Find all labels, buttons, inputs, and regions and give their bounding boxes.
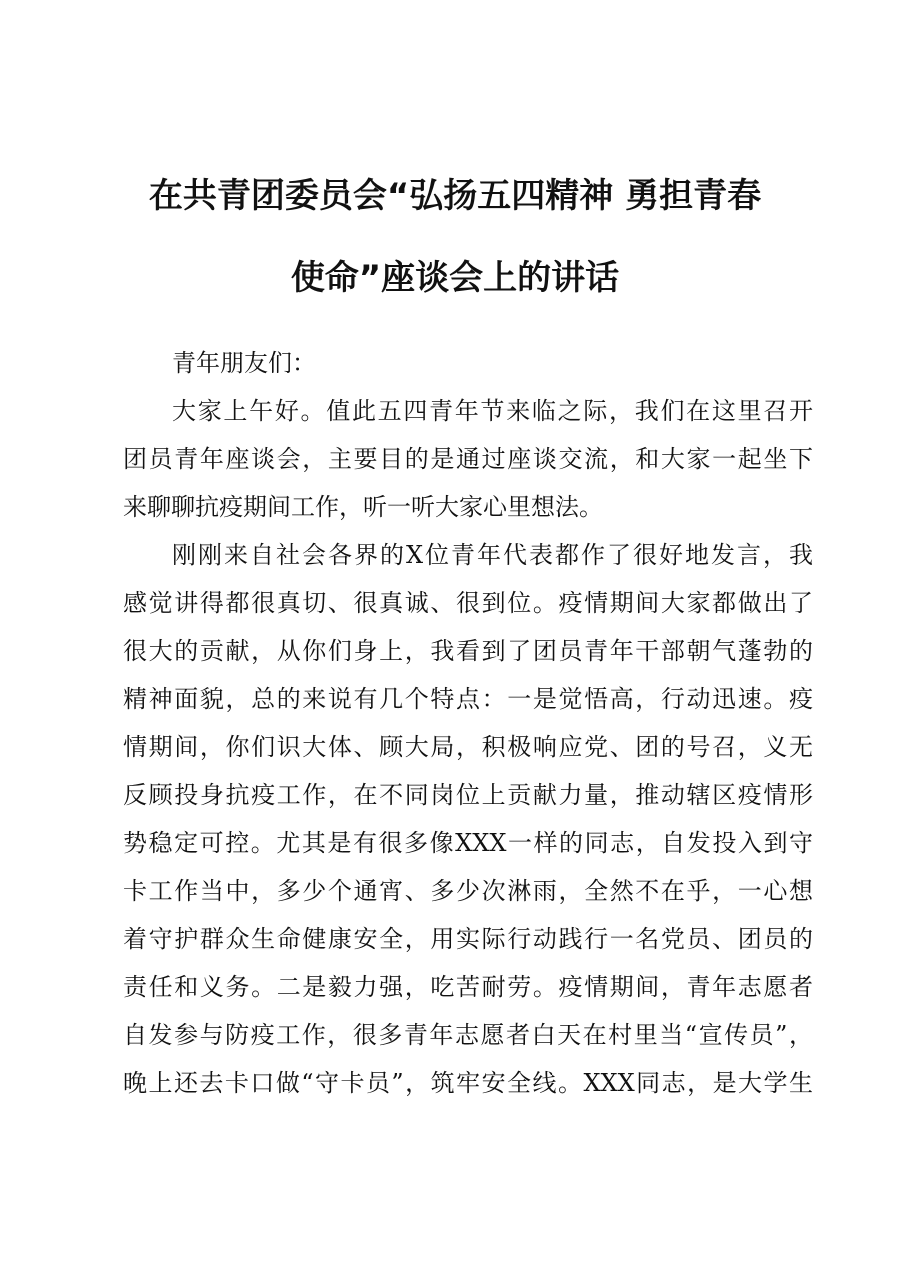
document-title-line-2: 使命”座谈会上的讲话 xyxy=(290,258,620,298)
body-line: 刚刚来自社会各界的X位青年代表都作了很好地发言，我 xyxy=(172,541,813,569)
salutation: 青年朋友们： xyxy=(172,349,316,377)
body-line: 卡工作当中，多少个通宵、多少次淋雨，全然不在乎，一心想 xyxy=(123,877,813,905)
body-line: 感觉讲得都很真切、很真诚、很到位。疫情期间大家都做出了 xyxy=(123,589,813,617)
body-line: 责任和义务。二是毅力强，吃苦耐劳。疫情期间，青年志愿者 xyxy=(123,973,813,1001)
body-line: 反顾投身抗疫工作，在不同岗位上贡献力量，推动辖区疫情形 xyxy=(123,781,813,809)
body-line: 来聊聊抗疫期间工作，听一听大家心里想法。 xyxy=(123,493,603,521)
body-line: 晚上还去卡口做“守卡员”，筑牢安全线。XXX同志，是大学生 xyxy=(123,1069,813,1097)
body-line: 着守护群众生命健康安全，用实际行动践行一名党员、团员的 xyxy=(123,925,813,953)
body-line: 势稳定可控。尤其是有很多像XXX一样的同志，自发投入到守 xyxy=(123,829,813,857)
body-line: 精神面貌，总的来说有几个特点：一是觉悟高，行动迅速。疫 xyxy=(123,685,813,713)
body-line: 很大的贡献，从你们身上，我看到了团员青年干部朝气蓬勃的 xyxy=(123,637,813,665)
body-line: 团员青年座谈会，主要目的是通过座谈交流，和大家一起坐下 xyxy=(123,445,813,473)
body-line: 大家上午好。值此五四青年节来临之际，我们在这里召开 xyxy=(172,397,813,425)
body-line: 自发参与防疫工作，很多青年志愿者白天在村里当“宣传员”， xyxy=(123,1021,813,1049)
document-title-line-1: 在共青团委员会“弘扬五四精神 勇担青春 xyxy=(148,176,762,216)
body-line: 情期间，你们识大体、顾大局，积极响应党、团的号召，义无 xyxy=(123,733,813,761)
